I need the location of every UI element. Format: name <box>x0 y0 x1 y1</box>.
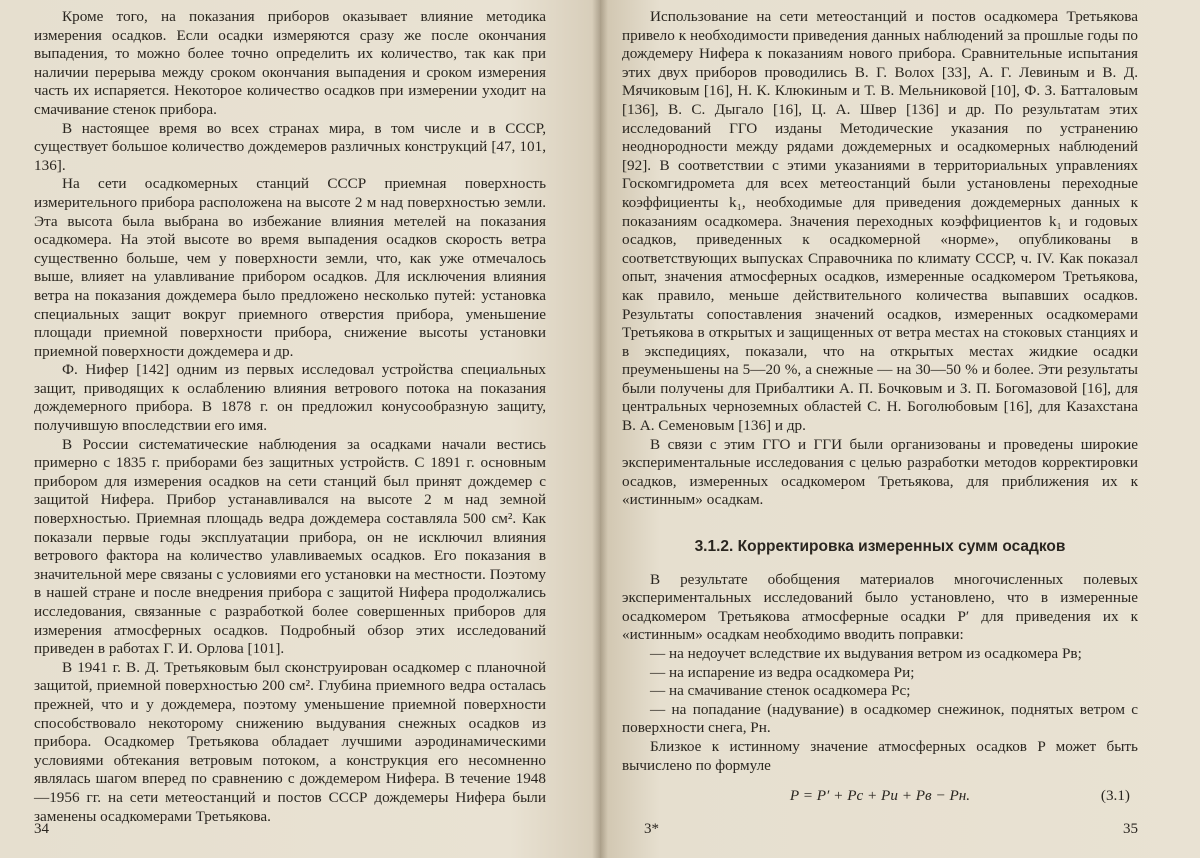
signature-mark: 3* <box>644 821 659 837</box>
paragraph: В 1941 г. В. Д. Третьяковым был сконструирован осадкомер с планочной защитой, приемной поверхностью 200 см². Глубина приемного ведра осталась прежней, что и у дождемера, поэтому уменьшение приемной поверхности способствовало некоторому снижению выдувания снежных осадков из прибора. Осадкомер Третьякова обладает лучшими аэродинамическими условиями обтекания ветровым потоком, а конструкция его несомненно являлась шагом вперед по сравнению с дождемером Нифера. В течение 1948—1956 гг. на сети метеостанций и постов СССР дождемеры Нифера были заменены осадкомерами Третьякова. <box>34 658 546 825</box>
paragraph: Использование на сети метеостанций и постов осадкомера Третьякова привело к необходимости приведения данных наблюдений за прошлые годы по дождемеру Нифера к показаниям нового прибора. Сравнительные испытания этих двух приборов проводились В. Г. Волох [33], А. Г. Левиным и В. Д. Мячиковым [16], Н. К. Клюкиным и Т. В. Мельниковой [10], Ф. З. Батталовым [136], В. С. Дыгало [16], Ц. А. Швер [136] и др. По результатам этих исследований ГГО изданы Методические указания по устранению неоднородности между рядами дождемерных и осадкомерных наблюдений [92]. В соответствии с этими указаниями в территориальных управлениях Госкомгидромета для всех метеостанций были установлены переходные коэффициенты k₁, необходимые для приведения дождемерных данных к показаниям осадкомера. Значения переходных коэффициентов k₁ и годовых осадков, приведенных к осадкомерной «норме», опубликованы в соответствующих выпусках Справочника по климату СССР, ч. IV. Как показал опыт, значения атмосферных осадков, измеренные осадкомером Третьякова, как правило, меньше действительного количества выпавших осадков. Результаты сопоставления значений осадков, измеренных осадкомерами Третьякова в открытых и защищенных от ветра местах на стоковых станциях и в экспедициях, показали, что на открытых местах жидкие осадки преуменьшены на 5—20 %, а снежные — на 30—50 % и более. Эти результаты были получены для Прибалтики А. П. Бочковым и З. П. Богомазовой [16], для центральных черноземных областей С. Н. Боголюбовым [16], для Казахстана В. А. Семеновым [136] и др. <box>622 8 1138 435</box>
paragraph: В связи с этим ГГО и ГГИ были организованы и проведены широкие экспериментальные исследования с целью разработки методов корректировки осадков, измеренных осадкомером Третьякова, для приближения их к «истинным» осадкам. <box>622 435 1138 509</box>
right-page-text <box>622 8 1138 806</box>
right-page <box>600 0 1200 858</box>
correction-item: — на смачивание стенок осадкомера Pс; <box>650 682 911 700</box>
correction-item: — на недоучет вследствие их выдувания ветром из осадкомера Pв; <box>650 645 1082 662</box>
book-gutter <box>592 0 608 858</box>
paragraph: На сети осадкомерных станций СССР приемная поверхность измерительного прибора расположена на высоте 2 м над поверхностью земли. Эта высота была выбрана во избежание влияния метелей на показания осадкомера. На этой высоте во время выпадения осадков скорость ветра существенно больше, чем у поверхности земли, что, как уже отмечалось выше, влияет на улавливание прибором осадков. Для исключения влияния ветра на показания дождемера было предложено несколько путей: установка специальных защит вокруг приемного отверстия прибора, уменьшение площади приемной поверхности прибора, снижение высоты установки приемной поверхности дождемера и др. <box>34 175 546 360</box>
paragraph: Близкое к истинному значение атмосферных осадков P может быть вычислено по формуле <box>622 737 1138 774</box>
correction-item: — на испарение из ведра осадкомера Pи; <box>650 663 915 681</box>
paragraph: В результате обобщения материалов многочисленных полевых экспериментальных исследований было установлено, что в измеренные осадкомером Третьякова атмосферные осадки P′ для приведения их к «истинным» осадкам необходимо вводить поправки: <box>622 570 1138 644</box>
formula-expression: P = P′ + Pс + Pи + Pв − Pн. <box>789 787 971 805</box>
section-heading: 3.1.2. Корректировка измеренных сумм осадков <box>694 538 1066 556</box>
paragraph: В настоящее время во всех странах мира, в том числе и в СССР, существует большое количество дождемеров различных конструкций [47, 101, 136]. <box>34 119 546 174</box>
left-page-text <box>34 8 546 826</box>
page-number-left: 34 <box>34 821 49 837</box>
paragraph: В России систематические наблюдения за осадками начали вестись примерно с 1835 г. приборами без защитных устройств. С 1891 г. основным прибором для измерения осадков на сети станций был принят дождемер с защитой Нифера. Прибор устанавливался на высоте 2 м над земной поверхностью. Приемная площадь ведра дождемера составляла 500 см². Как показали первые годы эксплуатации прибора, он не исключил влияния ветрового фактора на количество улавливаемых осадков. Его показания в значительной мере связаны с условиями его установки на местности. Поэтому в нашей стране и после внедрения прибора с защитой Нифера продолжались исследования, связанные с разработкой более совершенных приборов для измерения атмосферных осадков. Подробный обзор этих исследований приведен в работах Г. И. Орлова [101]. <box>34 435 546 658</box>
formula <box>622 787 1138 806</box>
paragraph: Кроме того, на показания приборов оказывает влияние методика измерения осадков. Если осадки измеряются сразу же после окончания выпадения, то можно более точно определить их количество, так как при наличии перерыва между сроком окончания выпадения и сроком измерения часть их испаряется. Некоторое количество осадков при измерении уходит на смачивание стенок прибора. <box>34 8 546 118</box>
correction-item: — на попадание (надувание) в осадкомер снежинок, поднятых ветром с поверхности снега, Pн. <box>622 700 1138 737</box>
page-number-right: 35 <box>1123 821 1138 837</box>
paragraph: Ф. Нифер [142] одним из первых исследовал устройства специальных защит, приводящих к ослаблению влияния ветрового потока на показания дождемерного прибора. В 1878 г. он предложил конусообразную защиту, получившую впоследствии его имя. <box>34 361 546 435</box>
formula-number: (3.1) <box>1100 787 1130 805</box>
